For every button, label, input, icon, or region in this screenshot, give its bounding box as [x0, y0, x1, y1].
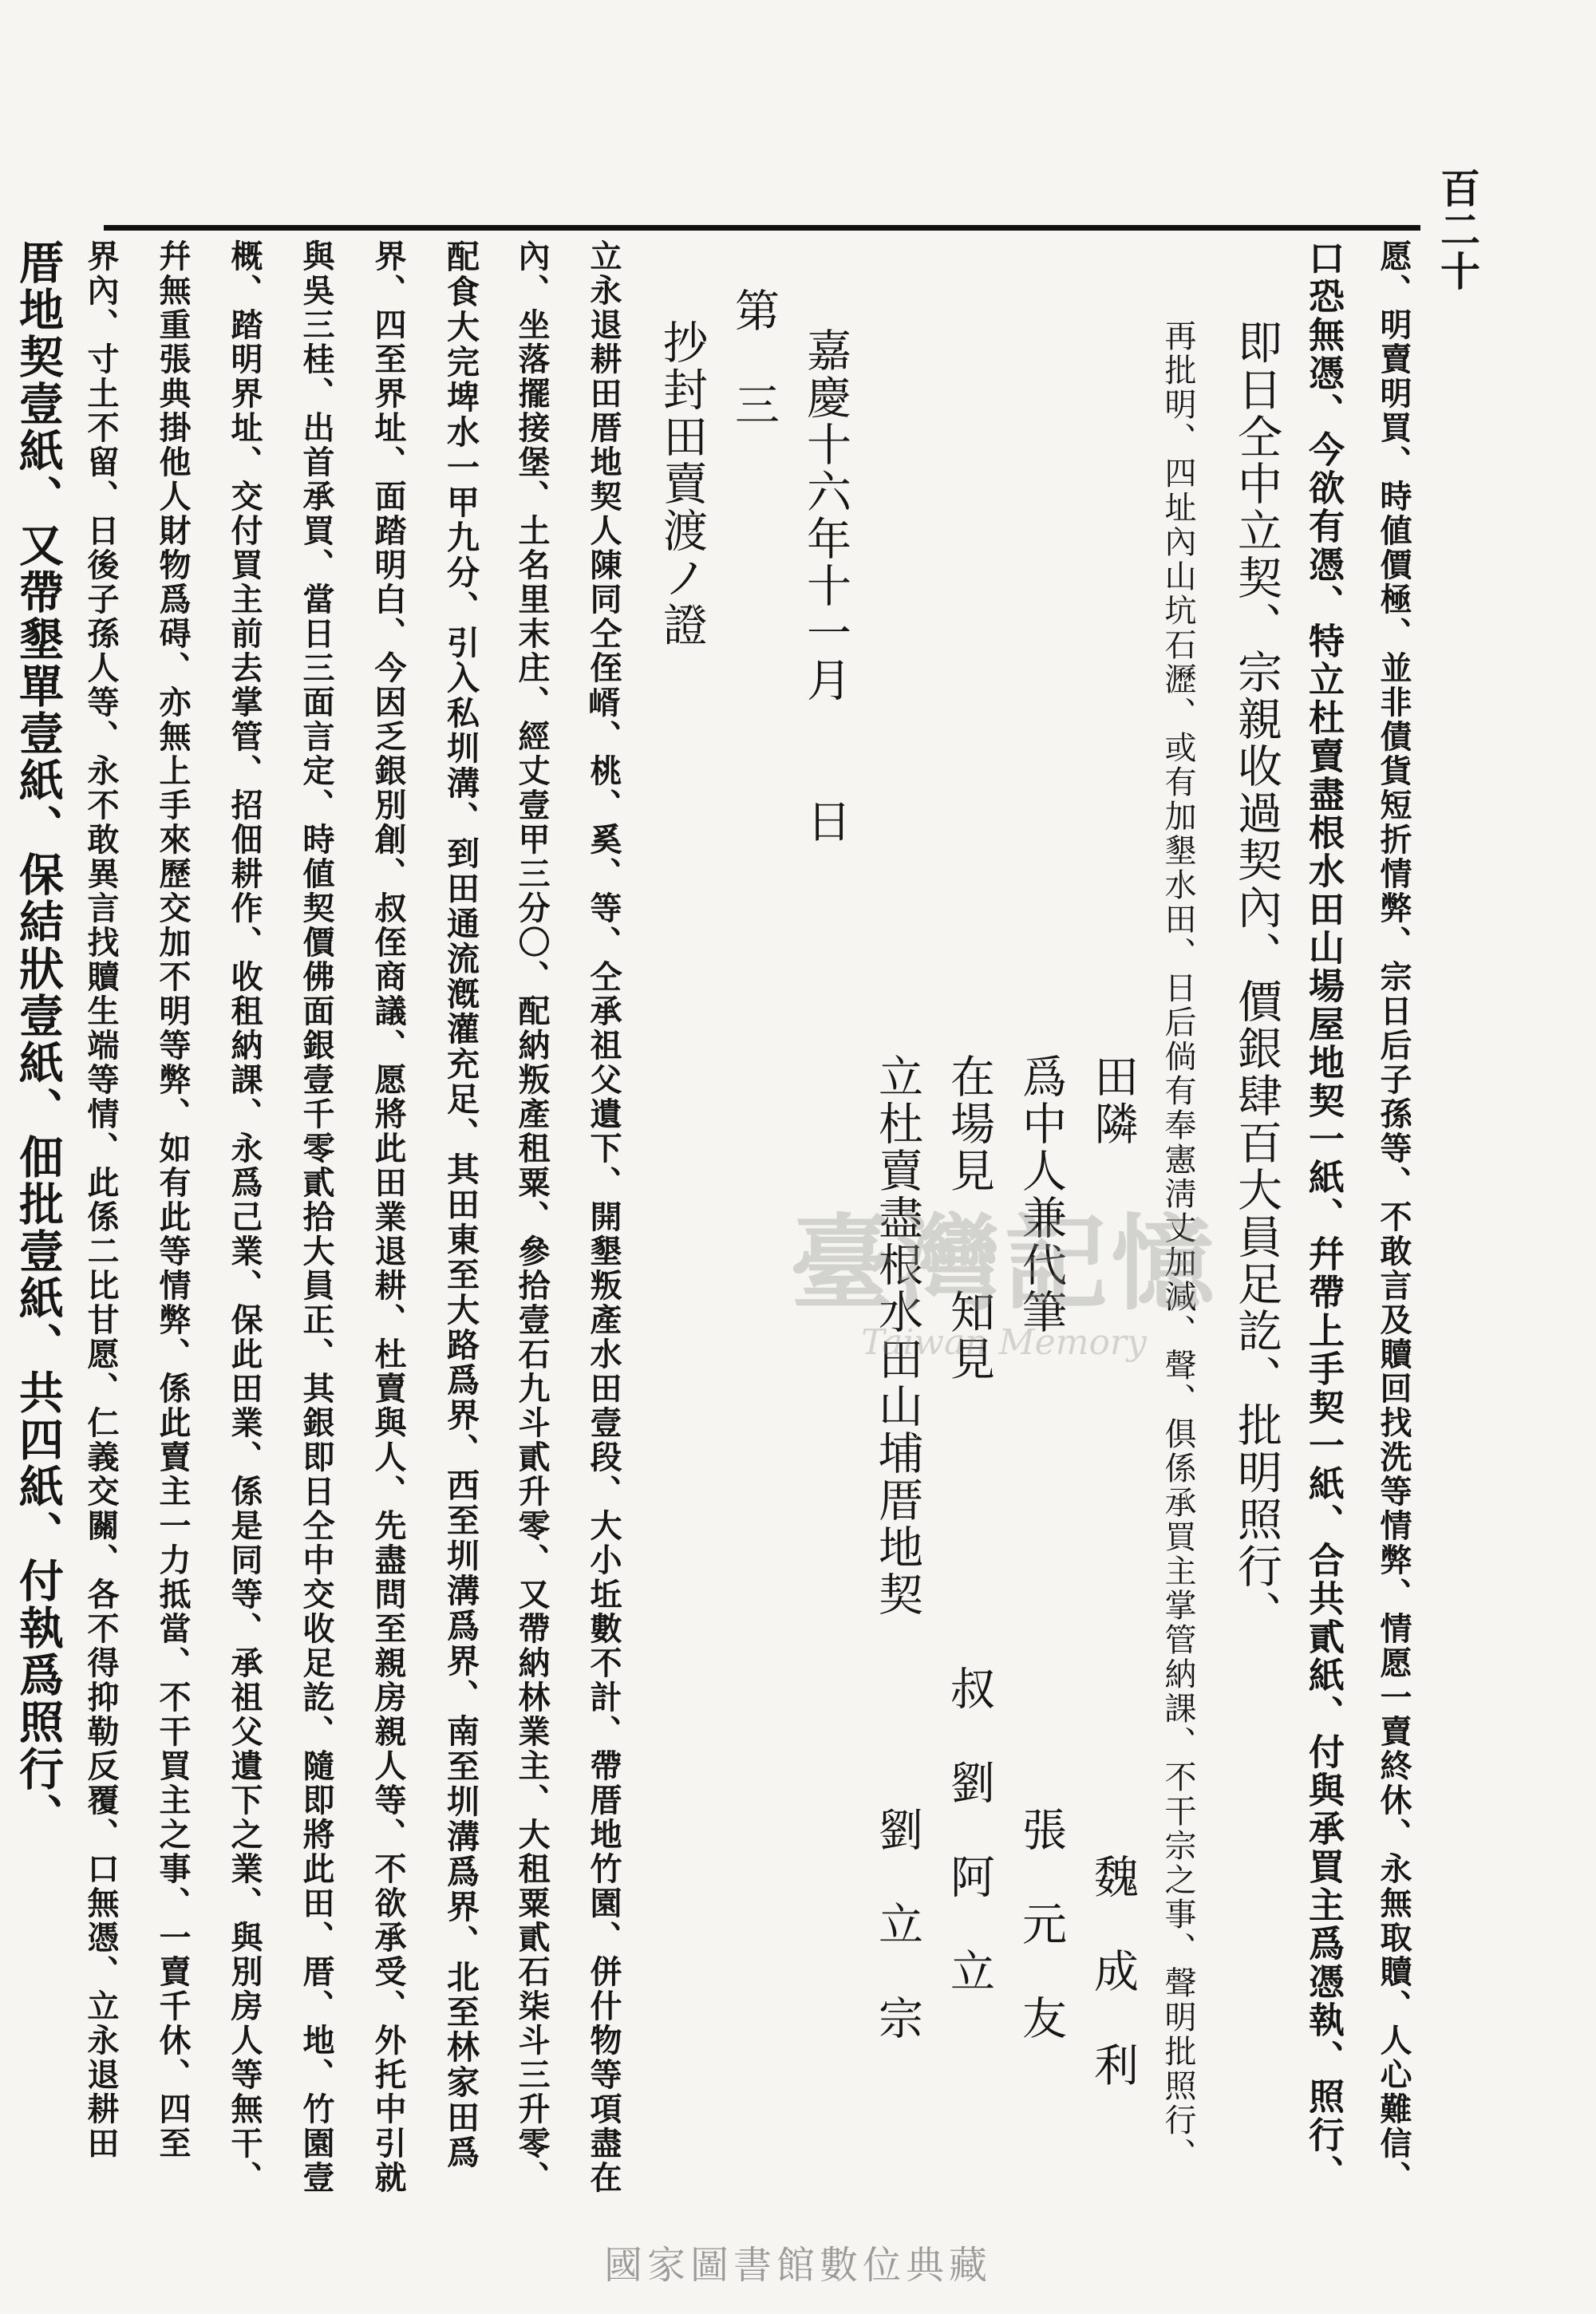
text-column-3: 即日仝中立契、宗親收過契內、價銀肆百大員足訖、批明照行、 [1231, 319, 1282, 1637]
text-column-20: 厝地契壹紙、又帶墾單壹紙、保結狀壹紙、佃批壹紙、共四紙、付執爲照行、 [12, 239, 65, 1840]
text-column-18: 幷無重張典掛他人財物爲碍、亦無上手來歷交加不明等弊、如有此等情弊、係此賣主一力抵當、不干買主之事、一賣千休、四至 [154, 239, 192, 2161]
watermark-english: Taiwan Memory [861, 1322, 1147, 1363]
text-column-12: 立永退耕田厝地契人陳同仝侄𡹲、桃、奚、等、仝承祖父遺下、開墾叛產水田壹段、大小坵數不計、帶厝地竹園、併什物等項盡在 [585, 239, 622, 2195]
header-rule [104, 225, 1420, 231]
text-column-14: 配食大完埤水一甲九分、引入私圳溝、到田通流漑灌充足、其田東至大路爲界、西至圳溝爲界、南至圳溝爲界、北至林家田爲 [441, 239, 480, 2170]
text-column-2: 口恐無憑、今欲有憑、特立杜賣盡根水田山場屋地契一紙、幷帶上手契一紙、合共貳紙、付與承買主爲憑執、照行、 [1302, 239, 1345, 2193]
text-column-4: 再批明、四址內山坑石瀝、或有加墾水田、日后倘有奉憲淸丈加減、聲、俱係承買主掌管納課、不干宗之事、聲明批照行、 [1159, 319, 1196, 2172]
section-heading: 第 三 [728, 287, 780, 428]
signatory-witness: 在場見 知見 叔 劉 阿 立 [943, 1053, 995, 1995]
text-column-13: 內、坐落擺接堡、土名里末庄、經丈壹甲三分〇、配納叛產租粟、參拾壹石九斗貳升零、又帶納林業主、大租粟貳石柒斗三升零、 [513, 239, 551, 2195]
signatory-neighbor: 田隣 魏 成 利 [1087, 1053, 1139, 2089]
document-subtitle: 抄封田賣渡ノ證 [656, 319, 708, 649]
text-column-17: 概、踏明界址、交付買主前去掌管、招佃耕作、收租納課、永爲己業、保此田業、係是同等、承祖父遺下之業、與別房人等無干、 [226, 239, 263, 2195]
text-column-1: 愿、明賣明買、時値價極、並非債貨短折情弊、宗日后子孫等、不敢言及贖回找洗等情弊、情愿一賣終休、永無取贖、人心難信、 [1375, 239, 1412, 2195]
signatory-seller: 立杜賣盡根水田山埔厝地契 劉 立 宗 [871, 1053, 923, 2042]
page-number: 百二十 [1434, 168, 1481, 292]
watermark-logo [790, 1181, 1218, 1363]
signatory-middleman: 爲中人兼代筆 張 元 友 [1015, 1053, 1067, 2042]
text-column-19: 界內、寸土不留、日後子孫人等、永不敢異言找贖生端等情、此係二比甘愿、仁義交關、各不得抑勒反覆、口無憑、立永退耕田 [82, 239, 120, 2161]
watermark-text: 臺灣記憶 [790, 1202, 1219, 1325]
contract-date: 嘉慶十六年十一月 日 [800, 327, 851, 845]
text-column-15: 界、四至界址、面踏明白、今因乏銀別創、叔侄商議、愿將此田業退耕、杜賣與人、先盡問至親房親人等、不欲承受、外托中引就 [369, 239, 407, 2195]
text-column-16: 與吳三桂、出首承買、當日三面言定、時値契價佛面銀壹千零貳拾大員正、其銀即日仝中交收足訖、隨即將此田、厝、地、竹園壹 [298, 239, 335, 2195]
footer-caption: 國家圖書館數位典藏 [603, 2243, 992, 2288]
